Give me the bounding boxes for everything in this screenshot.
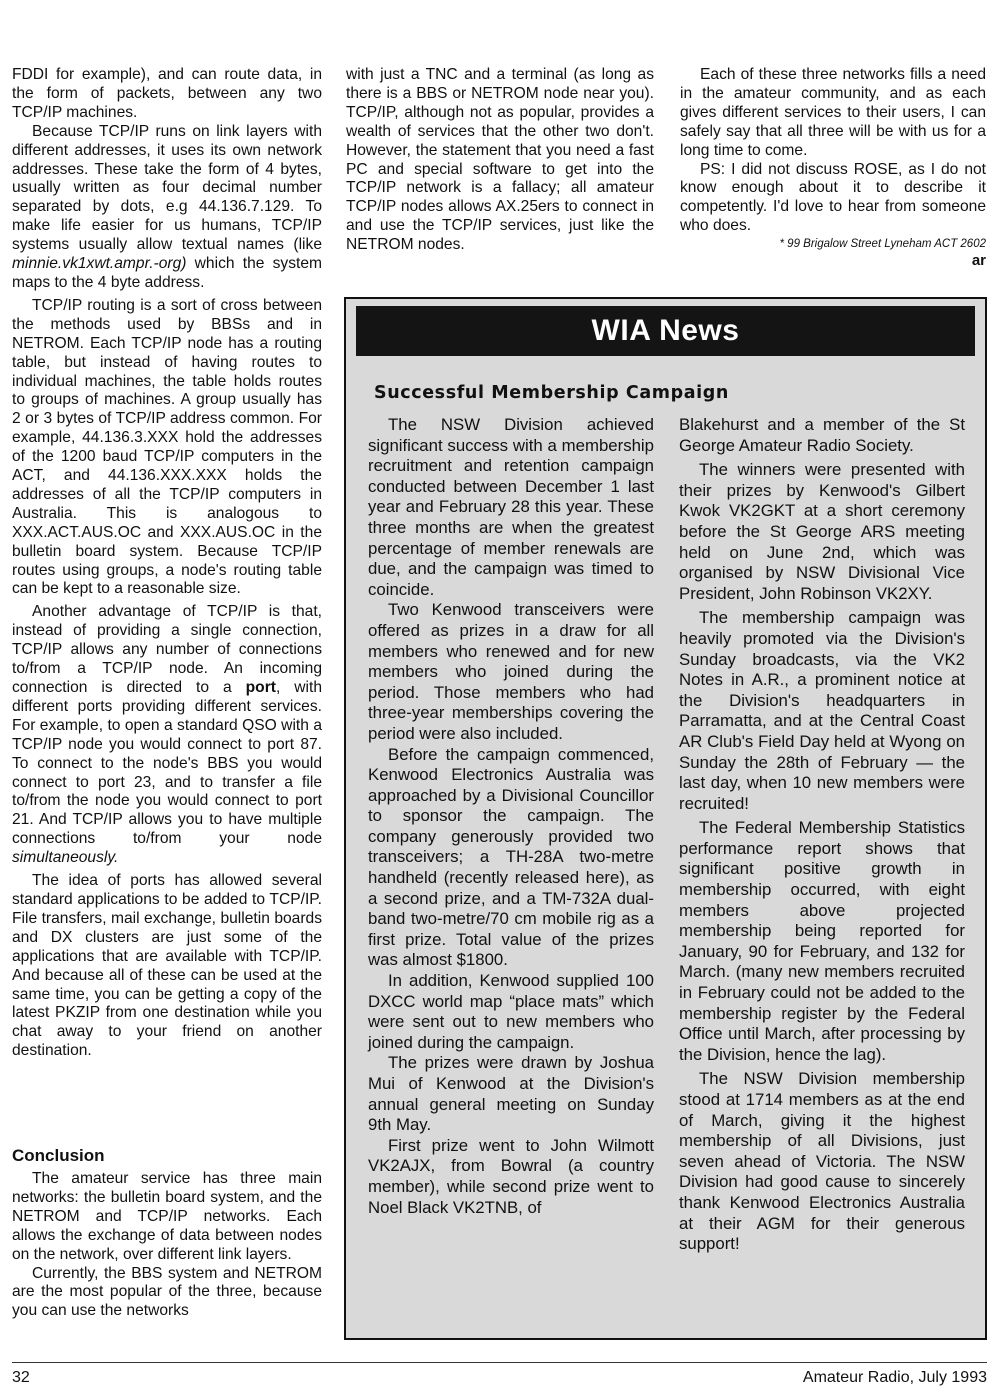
publication-footer: Amateur Radio, July 1993 (802, 1369, 987, 1386)
news-headline: Successful Membership Campaign (374, 383, 729, 403)
paragraph: The Federal Membership Statistics performance report shows that significant positive growth in membership occurred, with eight members above projected membership being reported for January, 90 for February, and 132 for March. (many new members recruited in February could not be added to the membership register by the Federal Office until March, after processing by the Division, hence the lag). (679, 818, 965, 1064)
news-column-left (368, 415, 654, 1218)
paragraph: The NSW Division membership stood at 1714 members as at the end of March, giving it the highest membership of all Divisions, just seven ahead of Victoria. The NSW Division had good cause to sincerely thank Kenwood Electronics Australia at their AGM for their generous support! (679, 1069, 965, 1254)
paragraph: Each of these three networks fills a need in the amateur community, and as each gives different services to their users, I can safely say that all three will be with us for a long time to come. (680, 66, 986, 159)
news-box-title: WIA News (356, 306, 975, 356)
paragraph: The idea of ports has allowed several standard applications to be added to TCP/IP. File transfers, mail exchange, bulletin boards and DX clusters are just some of the applications that are available with TCP/IP. And because all of these can be used at the same time, you can be getting a copy of the latest PKZIP from one destination while you chat away to your friend on another destination. (12, 872, 322, 1060)
article-column-3 (680, 66, 986, 271)
paragraph: The membership campaign was heavily promoted via the Division's Sunday broadcasts, via the VK2 Notes in A.R., a prominent notice at the Division's headquarters in Parramatta, and at the Central Coast AR Club's Field Day held at Wyong on Sunday the 28th of February — the last day, when 10 new members were recruited! (679, 608, 965, 813)
wia-news-box (344, 297, 987, 1340)
paragraph: Blakehurst and a member of the St George Amateur Radio Society. (679, 415, 965, 455)
news-column-right (679, 415, 965, 1255)
article-column-2 (346, 66, 654, 255)
author-address: * 99 Brigalow Street Lyneham ACT 2602 (779, 238, 986, 251)
paragraph: The NSW Division achieved significant success with a membership recruitment and retention campaign conducted between December 1 last year and February 28 this year. These three months are when the greatest percentage of member renewals are due, and the campaign was timed to coincide. (368, 415, 654, 599)
section-heading-conclusion: Conclusion (12, 1146, 105, 1165)
paragraph: Another advantage of TCP/IP is that, instead of providing a single connection, TCP/IP allows any number of connections to/from a TCP/IP node. An incoming connection is directed to a port, with different ports providing different services. For example, to open a standard QSO with a TCP/IP node you would connect to port 87. To connect to the node's BBS you would connect to port 23, and to transfer a file to/from the node you would connect to port 21. And TCP/IP allows you to have multiple connections to/from your node simultaneously. (12, 603, 322, 867)
paragraph: The prizes were drawn by Joshua Mui of Kenwood at the Division's annual general meeting on Sunday 9th May. (368, 1053, 654, 1135)
paragraph: PS: I did not discuss ROSE, as I do not know enough about it to describe it competently. I'd love to hear from someone who does. (680, 160, 986, 235)
paragraph: The winners were presented with their prizes by Kenwood's Gilbert Kwok VK2GKT at a short ceremony before the St George ARS meeting held on June 2nd, which was organised by NSW Divisional Vice President, John Robinson VK2XY. (679, 460, 965, 603)
paragraph: with just a TNC and a terminal (as long as there is a BBS or NETROM node near you). TCP/IP, although not as popular, provides a wealth of services that the other two don't. However, the statement that you need a fast PC and special software to get into the TCP/IP network is a fallacy; all amateur TCP/IP nodes allows AX.25ers to connect in and use the TCP/IP services, just like the NETROM nodes. (346, 66, 654, 254)
paragraph: First prize went to John Wilmott VK2AJX, from Bowral (a country member), while second prize went to Noel Black VK2TNB, of (368, 1135, 654, 1217)
end-mark: ar (971, 252, 986, 270)
paragraph: FDDI for example), and can route data, in the form of packets, between any two TCP/IP machines. (12, 66, 322, 121)
footer-rule (12, 1362, 987, 1363)
paragraph: Before the campaign commenced, Kenwood Electronics Australia was approached by a Divisional Councillor to sponsor the campaign. The company generously provided two transceivers; a TH-28A two-metre handheld (recently released here), as a second prize, and a TM-732A dual-band two-metre/70 cm mobile rig as a first prize. Total value of the prizes was almost $1800. (368, 744, 654, 970)
paragraph: Currently, the BBS system and NETROM are the most popular of the three, because you can use the networks (12, 1264, 322, 1320)
paragraph: The amateur service has three main networks: the bulletin board system, and the NETROM and TCP/IP networks. Each allows the exchange of data between nodes on the network, over different link layers. (12, 1170, 322, 1263)
paragraph: In addition, Kenwood supplied 100 DXCC world map “place mats” which were sent out to new members who joined during the campaign. (368, 971, 654, 1052)
paragraph: Two Kenwood transceivers were offered as prizes in a draw for all members who renewed and for new members who joined during the period. Those members who had three-year memberships covering the period were also included. (368, 600, 654, 743)
paragraph: TCP/IP routing is a sort of cross between the methods used by BBSs and in NETROM. Each TCP/IP node has a routing table, but instead of having routes to individual machines, the table holds routes to groups of machines. A group usually has 2 or 3 bytes of TCP/IP address common. For example, 44.136.3.XXX hold the addresses of the 1200 baud TCP/IP computers in the ACT, and 44.136.XXX.XXX holds the addresses of all the TCP/IP computers in Australia. This is analogous to XXX.ACT.AUS.OC and XXX.AUS.OC in the bulletin board system. Because TCP/IP routes using groups, a node's routing table can be kept to a reasonable size. (12, 296, 322, 598)
conclusion-text (12, 1170, 322, 1321)
article-column-1 (12, 66, 322, 1061)
page-number: 32 (12, 1369, 30, 1386)
paragraph: Because TCP/IP runs on link layers with different addresses, it uses its own network addresses. These take the form of 4 bytes, usually written as four decimal number separated by dots, e.g 44.136.7.129. To make life easier for us humans, TCP/IP systems usually allow textual names (like minnie.vk1xwt.ampr.-org) which the system maps to the 4 byte address. (12, 122, 322, 291)
